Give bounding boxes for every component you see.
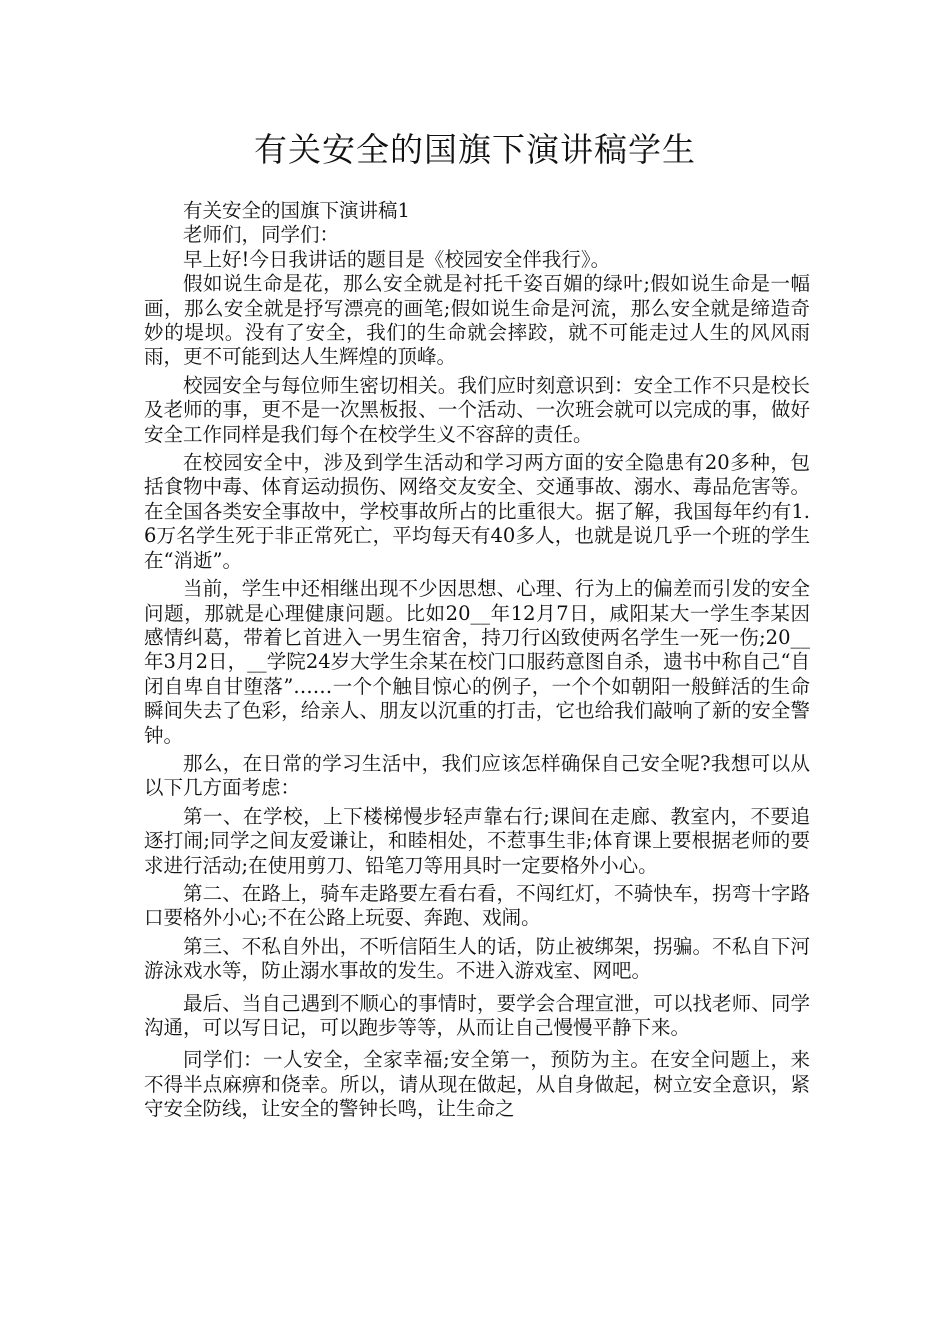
paragraph-question: 那么，在日常的学习生活中，我们应该怎样确保自己安全呢?我想可以从以下几方面考虑： [144,751,810,800]
paragraph-point-three: 第三、不私自外出，不听信陌生人的话，防止被绑架，拐骗。不私自下河游泳戏水等，防止溺水事故的发生。不进入游戏室、网吧。 [144,934,810,983]
paragraph-heading: 有关安全的国旗下演讲稿1 [183,199,410,222]
document-title: 有关安全的国旗下演讲稿学生 [254,130,696,169]
paragraph-salutation: 老师们，同学们： [183,223,340,247]
document-body [144,199,810,1122]
paragraph-mental-health: 当前，学生中还相继出现不少因思想、心理、行为上的偏差而引发的安全问题，那就是心理健康问题。比如20__年12月7日，咸阳某大一学生李某因感情纠葛，带着匕首进入一男生宿舍，持刀行凶致使两名学生一死一伤;20__年3月2日，__学院24岁大学生余某在校门口服药意图自杀，遗书中称自己“自闭自卑自甘堕落”……一个个触目惊心的例子，一个个如朝阳一般鲜活的生命瞬间失去了色彩，给亲人、朋友以沉重的打击，它也给我们敲响了新的安全警钟。 [144,577,810,747]
paragraph-responsibility: 校园安全与每位师生密切相关。我们应时刻意识到：安全工作不只是校长及老师的事，更不是一次黑板报、一个活动、一次班会就可以完成的事，做好安全工作同样是我们每个在校学生义不容辞的责任。 [144,373,810,446]
paragraph-statistics: 在校园安全中，涉及到学生活动和学习两方面的安全隐患有20多种，包括食物中毒、体育运动损伤、网络交友安全、交通事故、溺水、毒品危害等。在全国各类安全事故中，学校事故所占的比重很大。据了解，我国每年约有1.6万名学生死于非正常死亡，平均每天有40多人，也就是说几乎一个班的学生在“消逝”。 [144,451,810,572]
paragraph-greeting: 早上好!今日我讲话的题目是《校园安全伴我行》。 [183,247,611,271]
paragraph-point-one: 第一、在学校，上下楼梯慢步轻声靠右行;课间在走廊、教室内，不要追逐打闹;同学之间友爱谦让，和睦相处，不惹事生非;体育课上要根据老师的要求进行活动;在使用剪刀、铅笔刀等用具时一定要格外小心。 [144,804,810,877]
paragraph-metaphor: 假如说生命是花，那么安全就是衬托千姿百媚的绿叶;假如说生命是一幅画，那么安全就是抒写漂亮的画笔;假如说生命是河流，那么安全就是缔造奇妙的堤坝。没有了安全，我们的生命就会摔跤，就不可能走过人生的风风雨雨，更不可能到达人生辉煌的顶峰。 [144,272,810,369]
paragraph-finally: 最后、当自己遇到不顺心的事情时，要学会合理宣泄，可以找老师、同学沟通，可以写日记，可以跑步等等，从而让自己慢慢平静下来。 [144,991,810,1039]
paragraph-point-two: 第二、在路上，骑车走路要左看右看，不闯红灯，不骑快车，拐弯十字路口要格外小心;不在公路上玩耍、奔跑、戏闹。 [144,881,810,930]
paragraph-closing: 同学们：一人安全，全家幸福;安全第一，预防为主。在安全问题上，来不得半点麻痹和侥幸。所以，请从现在做起，从自身做起，树立安全意识，紧守安全防线，让安全的警钟长鸣，让生命之 [144,1048,810,1121]
